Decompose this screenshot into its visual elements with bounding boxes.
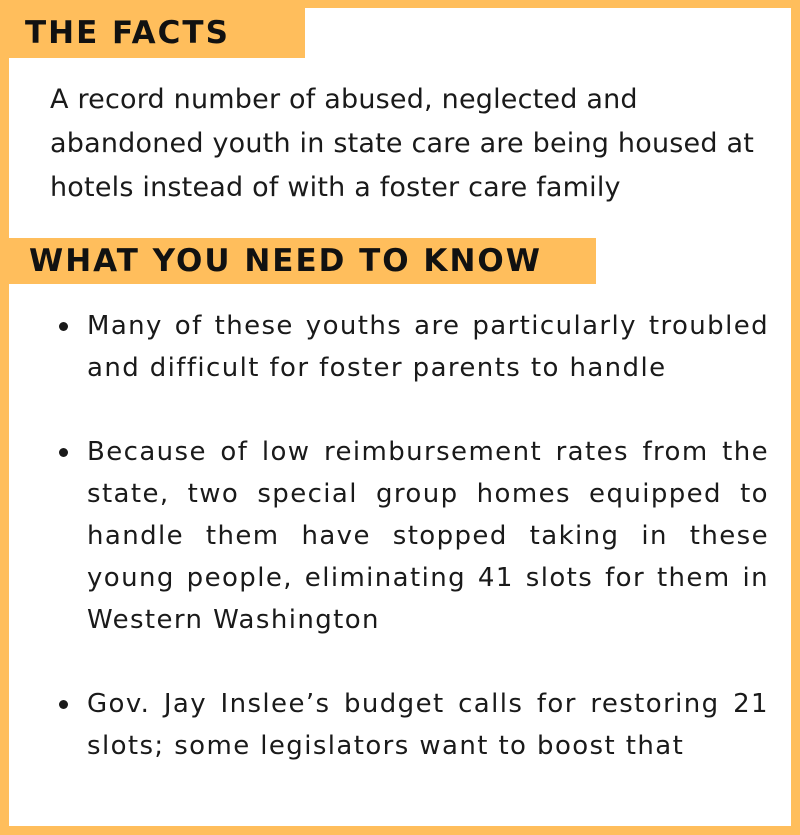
list-item bbox=[55, 683, 769, 767]
facts-paragraph: A record number of abused, neglected and abandoned youth in state care are being housed at hotels instead of with a foster care family bbox=[50, 84, 755, 203]
bullet-dot-icon bbox=[59, 448, 68, 457]
list-item bbox=[55, 305, 769, 389]
know-heading: WHAT YOU NEED TO KNOW bbox=[9, 238, 596, 284]
list-item bbox=[55, 431, 769, 641]
bullet-dot-icon bbox=[59, 322, 68, 331]
bullet-dot-icon bbox=[59, 700, 68, 709]
bullet-text: Gov. Jay Inslee’s budget calls for restoring 21 slots; some legislators want to boost that bbox=[87, 689, 769, 761]
facts-heading: THE FACTS bbox=[9, 8, 305, 58]
bullet-text: Many of these youths are particularly troubled and difficult for foster parents to handle bbox=[87, 311, 769, 383]
know-bullet-list bbox=[55, 305, 769, 809]
bullet-text: Because of low reimbursement rates from the state, two special group homes equipped to handle them have stopped taking in these young people, eliminating 41 slots for them in Western Washington bbox=[87, 437, 769, 635]
